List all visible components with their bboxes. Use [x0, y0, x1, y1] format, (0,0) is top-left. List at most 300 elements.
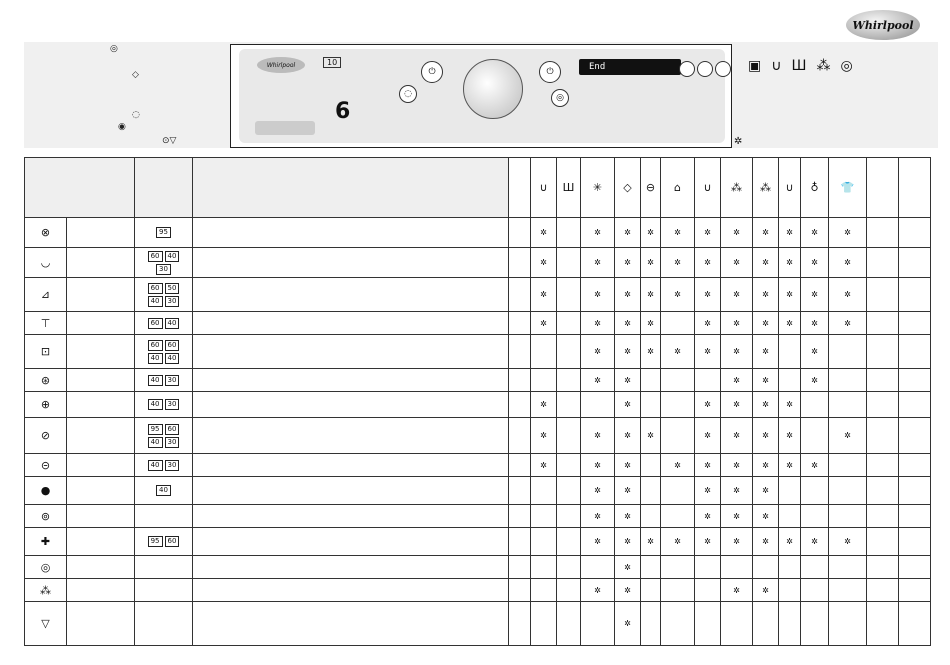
option-button-1[interactable]	[679, 61, 695, 77]
load-cell	[509, 454, 531, 477]
extra-cell	[899, 602, 931, 646]
description-cell	[193, 528, 509, 556]
option-cell	[581, 392, 615, 418]
temp-cell	[135, 418, 193, 454]
load-cell	[509, 505, 531, 528]
option-cell: ✲	[753, 477, 779, 505]
option-cell	[557, 528, 581, 556]
option-cell: ✲	[615, 248, 641, 278]
table-row	[25, 278, 931, 312]
extra-cell	[867, 369, 899, 392]
temp-cell	[135, 556, 193, 579]
load-cell	[509, 335, 531, 369]
delicates-icon: ⊿	[25, 278, 67, 312]
shirt-icon: ⊘	[25, 418, 67, 454]
extra-cell	[867, 528, 899, 556]
temp-cell	[135, 312, 193, 335]
option-cell	[531, 602, 557, 646]
option-cell: ✲	[615, 602, 641, 646]
col-softener-icon: ♁	[801, 158, 829, 218]
description-cell	[193, 312, 509, 335]
col-shirt-icon: 👕	[829, 158, 867, 218]
col-wash-icon: Ш	[557, 158, 581, 218]
star-note: ✲	[734, 136, 743, 147]
option-cell: ✲	[721, 369, 753, 392]
option-cell: ✲	[779, 312, 801, 335]
option-cell	[829, 454, 867, 477]
option-cell: ✲	[695, 248, 721, 278]
load-cell	[509, 218, 531, 248]
option-cell	[721, 556, 753, 579]
spin-icon: ◎	[840, 58, 863, 74]
cotton-icon: ⊗	[25, 218, 67, 248]
option-cell	[531, 505, 557, 528]
on-off-button[interactable]: ⏻	[421, 61, 443, 83]
eco-icon: ⊝	[25, 454, 67, 477]
temp-box: 40	[148, 437, 163, 448]
option-cell: ✲	[661, 278, 695, 312]
temp-box: 95	[148, 536, 163, 547]
panel-brand: Whirlpool	[257, 57, 305, 73]
option-cell: ✲	[779, 392, 801, 418]
program-name	[67, 454, 135, 477]
option-cell: ✲	[801, 335, 829, 369]
drain-spin-icon: ▽	[25, 602, 67, 646]
extra-cell	[899, 556, 931, 579]
extra-cell	[899, 278, 931, 312]
option-cell	[641, 505, 661, 528]
option-cell: ✲	[829, 218, 867, 248]
header-desc	[193, 158, 509, 218]
option-cell: ✲	[661, 454, 695, 477]
temp-box: 30	[165, 437, 180, 448]
load-cell	[509, 278, 531, 312]
option-cell	[581, 602, 615, 646]
temp-box: 30	[156, 264, 171, 275]
option-cell	[695, 556, 721, 579]
stain-icon: ✚	[25, 528, 67, 556]
option-cell	[557, 418, 581, 454]
col-extra-2	[899, 158, 931, 218]
sport-icon: ⊕	[25, 392, 67, 418]
wool-icon: ⊡	[25, 335, 67, 369]
temp-box: 60	[165, 340, 180, 351]
option-cell: ✲	[581, 579, 615, 602]
program-name	[67, 505, 135, 528]
option-cell	[801, 392, 829, 418]
option-cell: ✲	[829, 418, 867, 454]
header-temp	[135, 158, 193, 218]
option-cell: ✲	[829, 528, 867, 556]
option-cell: ✲	[581, 312, 615, 335]
option-cell: ✲	[753, 528, 779, 556]
option-cell	[531, 369, 557, 392]
option-cell	[557, 218, 581, 248]
bedding-icon: ●	[25, 477, 67, 505]
table-row	[25, 505, 931, 528]
table-row	[25, 335, 931, 369]
option-cell: ✲	[721, 579, 753, 602]
option-cell	[779, 556, 801, 579]
option-cell: ✲	[581, 454, 615, 477]
load-cell	[509, 579, 531, 602]
option-cell	[753, 556, 779, 579]
option-cell: ✲	[581, 218, 615, 248]
option-cell: ✲	[695, 218, 721, 248]
description-cell	[193, 454, 509, 477]
table-row	[25, 312, 931, 335]
option-button-3[interactable]	[715, 61, 731, 77]
load-cell	[509, 392, 531, 418]
table-row	[25, 579, 931, 602]
load-cell	[509, 556, 531, 579]
option-cell: ✲	[641, 278, 661, 312]
option-cell	[641, 579, 661, 602]
quick-icon: ⊛	[25, 369, 67, 392]
option-cell	[557, 477, 581, 505]
table-row	[25, 392, 931, 418]
rinse-icon: ⁂	[816, 58, 841, 74]
option-cell	[557, 312, 581, 335]
extra-cell	[867, 579, 899, 602]
description-cell	[193, 579, 509, 602]
option-cell: ✲	[615, 528, 641, 556]
program-name	[67, 602, 135, 646]
option-cell: ✲	[531, 248, 557, 278]
col-rinse-icon: ∪	[695, 158, 721, 218]
temp-box: 30	[165, 296, 180, 307]
delay-icon: ◌	[132, 110, 140, 120]
option-cell	[801, 556, 829, 579]
extra-cell	[899, 454, 931, 477]
stain-icon: ▣	[748, 58, 772, 74]
temp-box: 95	[156, 227, 171, 238]
option-cell: ✲	[695, 454, 721, 477]
extra-cell	[899, 418, 931, 454]
option-cell	[661, 602, 695, 646]
program-name	[67, 248, 135, 278]
option-cell	[661, 392, 695, 418]
spin-button[interactable]: ◎	[551, 89, 569, 107]
option-cell: ✲	[753, 418, 779, 454]
option-cell: ✲	[615, 418, 641, 454]
option-cell	[829, 369, 867, 392]
load-cell	[509, 418, 531, 454]
col-iron-icon: ⌂	[661, 158, 695, 218]
option-cell	[557, 392, 581, 418]
panel-face	[239, 49, 725, 143]
option-cell: ✲	[779, 418, 801, 454]
option-cell	[557, 602, 581, 646]
program-dial[interactable]	[463, 59, 523, 119]
option-cell	[557, 335, 581, 369]
temp-cell	[135, 335, 193, 369]
option-cell: ✲	[615, 454, 641, 477]
option-cell	[531, 579, 557, 602]
option-cell	[557, 556, 581, 579]
option-cell	[531, 477, 557, 505]
program-name	[67, 369, 135, 392]
extra-cell	[867, 278, 899, 312]
option-button-2[interactable]	[697, 61, 713, 77]
temp-box: 40	[148, 353, 163, 364]
table-row	[25, 528, 931, 556]
extra-cell	[899, 528, 931, 556]
temp-box: 40	[165, 353, 180, 364]
option-cell	[829, 579, 867, 602]
option-cell: ✲	[695, 392, 721, 418]
program-name	[67, 556, 135, 579]
option-cell: ✲	[721, 477, 753, 505]
table-row	[25, 418, 931, 454]
description-cell	[193, 335, 509, 369]
option-cell: ✲	[695, 418, 721, 454]
start-button[interactable]: ⏻	[539, 61, 561, 83]
temp-box: 40	[165, 251, 180, 262]
extra-cell	[867, 556, 899, 579]
option-cell	[829, 602, 867, 646]
temp-box: 60	[165, 536, 180, 547]
description-cell	[193, 505, 509, 528]
table-row	[25, 454, 931, 477]
capacity-number: 6	[335, 99, 351, 124]
option-cell	[721, 602, 753, 646]
option-cell	[829, 505, 867, 528]
option-cell: ✲	[721, 278, 753, 312]
option-cell: ✲	[779, 528, 801, 556]
option-cell: ✲	[661, 335, 695, 369]
extra-cell	[867, 418, 899, 454]
option-cell: ✲	[641, 218, 661, 248]
option-cell	[779, 369, 801, 392]
table-row	[25, 602, 931, 646]
extra-cell	[867, 454, 899, 477]
option-cell: ✲	[615, 392, 641, 418]
description-cell	[193, 477, 509, 505]
option-cell: ✲	[615, 312, 641, 335]
option-cell	[661, 556, 695, 579]
option-cell	[557, 454, 581, 477]
load-cell	[509, 248, 531, 278]
option-cell: ✲	[779, 248, 801, 278]
option-cell	[661, 505, 695, 528]
option-cell: ✲	[661, 528, 695, 556]
temp-box: 95	[148, 424, 163, 435]
temp-cell	[135, 528, 193, 556]
option-cell: ✲	[721, 335, 753, 369]
option-cell: ✲	[615, 369, 641, 392]
option-cell: ✲	[581, 278, 615, 312]
option-cell	[779, 579, 801, 602]
option-cell	[801, 505, 829, 528]
program-name	[67, 477, 135, 505]
extra-cell	[867, 392, 899, 418]
col-timer-icon: ◇	[615, 158, 641, 218]
description-cell	[193, 278, 509, 312]
option-cell	[531, 528, 557, 556]
option-cell: ✲	[615, 477, 641, 505]
option-cell: ✲	[581, 528, 615, 556]
load-cell	[509, 369, 531, 392]
program-name	[67, 335, 135, 369]
description-cell	[193, 418, 509, 454]
temp-box: 40	[148, 399, 163, 410]
option-cell: ✲	[615, 335, 641, 369]
option-cell: ✲	[581, 248, 615, 278]
option-cell: ✲	[695, 335, 721, 369]
program-name	[67, 312, 135, 335]
temp-box: 40	[148, 375, 163, 386]
power-icon: ◎	[110, 44, 118, 54]
option-cell: ✲	[581, 505, 615, 528]
program-name	[67, 579, 135, 602]
whirlpool-logo: Whirlpool	[846, 10, 920, 40]
option-cell: ✲	[721, 218, 753, 248]
temp-cell	[135, 454, 193, 477]
load-cell	[509, 602, 531, 646]
option-cell: ✲	[531, 418, 557, 454]
temp-box: 40	[156, 485, 171, 496]
option-cell: ✲	[801, 278, 829, 312]
option-cell: ✲	[695, 278, 721, 312]
description-cell	[193, 602, 509, 646]
temp-box: 30	[165, 460, 180, 471]
option-cell	[661, 312, 695, 335]
option-cell: ✲	[695, 312, 721, 335]
temp-box: 30	[165, 399, 180, 410]
option-cell	[557, 369, 581, 392]
option-cell: ✲	[801, 218, 829, 248]
option-cell	[557, 505, 581, 528]
option-cell: ✲	[721, 505, 753, 528]
extra-cell	[867, 335, 899, 369]
option-cell	[801, 602, 829, 646]
option-cell	[581, 556, 615, 579]
option-cell: ✲	[753, 505, 779, 528]
table-row	[25, 477, 931, 505]
option-cell: ✲	[531, 218, 557, 248]
option-cell: ✲	[721, 312, 753, 335]
rinse-spin-icon: ⁂	[25, 579, 67, 602]
program-table	[24, 157, 931, 646]
extra-cell	[867, 248, 899, 278]
option-cell: ✲	[721, 418, 753, 454]
option-cell: ✲	[721, 454, 753, 477]
option-cell: ✲	[753, 278, 779, 312]
option-cell: ✲	[753, 369, 779, 392]
col-eco-icon: ⊖	[641, 158, 661, 218]
option-cell: ✲	[581, 335, 615, 369]
option-cell: ✲	[779, 218, 801, 248]
option-cell	[641, 369, 661, 392]
table-row	[25, 369, 931, 392]
extra-cell	[867, 505, 899, 528]
control-panel	[230, 44, 732, 148]
option-cell: ✲	[801, 248, 829, 278]
option-cell	[779, 505, 801, 528]
option-cell: ✲	[641, 248, 661, 278]
option-cell	[531, 335, 557, 369]
option-cell: ✲	[531, 278, 557, 312]
temp-cell	[135, 369, 193, 392]
header-program	[25, 158, 135, 218]
option-cell: ✲	[753, 454, 779, 477]
option-cell	[829, 392, 867, 418]
extra-cell	[867, 602, 899, 646]
option-cell: ✲	[695, 528, 721, 556]
option-cell	[779, 335, 801, 369]
extra-cell	[899, 335, 931, 369]
extra-cell	[867, 218, 899, 248]
option-cell: ✲	[661, 218, 695, 248]
option-cell	[753, 602, 779, 646]
option-cell: ✲	[641, 335, 661, 369]
option-cell: ✲	[641, 418, 661, 454]
program-name	[67, 278, 135, 312]
header-load	[509, 158, 531, 218]
option-cell	[829, 556, 867, 579]
option-cell	[661, 579, 695, 602]
option-cell: ✲	[801, 312, 829, 335]
option-cell: ✲	[661, 248, 695, 278]
option-cell: ✲	[531, 312, 557, 335]
option-cell: ✲	[829, 248, 867, 278]
option-cell	[801, 477, 829, 505]
delay-button[interactable]: ◌	[399, 85, 417, 103]
option-cell	[531, 556, 557, 579]
option-symbols	[748, 58, 863, 74]
program-name	[67, 528, 135, 556]
option-cell: ✲	[581, 418, 615, 454]
extra-cell	[899, 369, 931, 392]
description-cell	[193, 369, 509, 392]
mix-icon: ⊤	[25, 312, 67, 335]
extra-cell	[867, 477, 899, 505]
table-row	[25, 556, 931, 579]
option-cell: ✲	[695, 477, 721, 505]
option-cell: ✲	[531, 392, 557, 418]
option-cell: ✲	[779, 278, 801, 312]
col-extra-1	[867, 158, 899, 218]
option-cell: ✲	[753, 248, 779, 278]
option-cell: ✲	[829, 278, 867, 312]
panel-strip	[255, 121, 315, 135]
extra-cell	[899, 579, 931, 602]
table-row	[25, 218, 931, 248]
temp-box: 30	[165, 375, 180, 386]
program-name	[67, 392, 135, 418]
option-cell: ✲	[641, 312, 661, 335]
temp-cell	[135, 505, 193, 528]
load-cell	[509, 477, 531, 505]
option-cell	[801, 418, 829, 454]
option-cell: ✲	[801, 454, 829, 477]
option-cell: ✲	[753, 312, 779, 335]
option-cell	[695, 579, 721, 602]
option-cell	[695, 602, 721, 646]
option-cell: ✲	[753, 392, 779, 418]
program-name	[67, 418, 135, 454]
description-cell	[193, 248, 509, 278]
load-cell	[509, 528, 531, 556]
option-cell	[557, 248, 581, 278]
option-cell: ✲	[531, 454, 557, 477]
temp-box: 40	[148, 460, 163, 471]
load-cell	[509, 312, 531, 335]
timer-icon: ◇	[132, 70, 139, 80]
extra-cell	[899, 392, 931, 418]
option-cell	[641, 477, 661, 505]
